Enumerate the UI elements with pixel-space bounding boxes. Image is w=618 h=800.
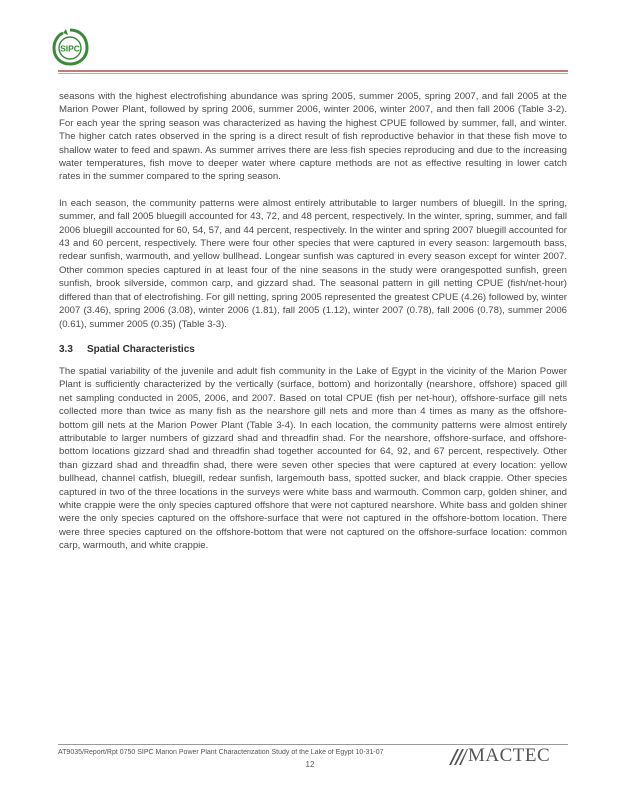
header-rule (58, 70, 568, 72)
mactec-logo (448, 744, 568, 770)
section-number: 3.3 (59, 343, 73, 355)
header-rule-secondary (58, 73, 568, 74)
paragraph-spatial: The spatial variability of the juvenile and adult fish community in the Lake of Egypt in the vicinity of the Marion Power Plant is sufficiently characterized by the vertically (surface, bottom) and horizontally (nearshore, offshore) spaced gill net sampling conducted in 2005, 2006, and 2007. Based on total CPUE (fish per net-hour), offshore-surface gill nets collected more than twice as many fish as the nearshore gill nets and more than 4 times as many as the offshore-bottom gill nets at the Marion Power Plant (Table 3-4). In each location, the community patterns were almost entirely attributable to larger numbers of gizzard shad and threadfin shad. For the nearshore, offshore-surface, and offshore-bottom locations gizzard shad and threadfin shad together accounted for 64, 92, and 67 percent, respectively. Other than gizzard shad and threadfin shad, there were seven other species that were captured at every location: yellow bullhead, channel catfish, bluegill, redear sunfish, largemouth bass, spotted sucker, and black crappie. Other species captured in two of the three locations in the surveys were white bass and warmouth. Common carp, golden shiner, and white crappie were the only species captured offshore that were not captured nearshore. White bass and golden shiner were the only species captured on the offshore-surface that were not captured in the offshore-bottom location. There were three species captured on the offshore-bottom that were not captured on the offshore-surface location: common carp, warmouth, and white crappie. (59, 365, 567, 552)
paragraph-seasonal-community: In each season, the community patterns were almost entirely attributable to larger numbers of bluegill. In the spring, summer, and fall 2005 bluegill accounted for 43, 72, and 48 percent, respectively. In the winter, spring, summer, and fall 2006 bluegill accounted for 60, 54, 57, and 44 percent, respectively. In the winter and spring 2007 bluegill accounted for 43 and 60 percent, respectively. There were four other species that were captured in every season: largemouth bass, redear sunfish, warmouth, and yellow bullhead. Longear sunfish was captured in every season except for winter 2007. Other common species captured in at least four of the nine seasons in the study were orangespotted sunfish, green sunfish, brook silverside, common carp, and gizzard shad. The seasonal pattern in gill netting CPUE (fish/net-hour) differed than that of electrofishing. For gill netting, spring 2005 represented the greatest CPUE (4.26) followed by, winter 2007 (3.46), spring 2006 (3.08), winter 2006 (1.81), fall 2005 (1.12), winter 2007 (0.78), fall 2006 (0.78), summer 2006 (0.61), summer 2005 (0.35) (Table 3-3). (59, 197, 567, 330)
mactec-mark-icon (448, 748, 468, 766)
page-number: 12 (305, 760, 315, 769)
document-body (59, 90, 567, 566)
logo-text: SIPC (60, 43, 80, 54)
section-title: Spatial Characteristics (87, 343, 195, 355)
mactec-wordmark: MACTEC (468, 745, 551, 766)
paragraph-seasonal-electrofishing: seasons with the highest electrofishing abundance was spring 2005, summer 2005, spring 2007, and fall 2005 at the Marion Power Plant, followed by spring 2006, summer 2006, winter 2006, winter 2007, and then fall 2006 (Table 3-2). For each year the spring season was characterized as having the highest CPUE followed by summer, fall, and winter. The higher catch rates observed in the spring is a direct result of fish reproductive behavior in that these fish move to shallow water to feed and spawn. As summer arrives there are less fish species reproducing and due to the increasing water temperatures, fish move to deeper water where capture methods are not as effective resulting in lower catch rates in the summer compared to the spring season. (59, 91, 567, 183)
footer-document-reference: AT9035/Report/Rpt 0750 SIPC Marion Power Plant Characterization Study of the Lake of Egypt 10-31-07 (58, 749, 384, 756)
section-heading (59, 344, 567, 355)
company-logo (50, 27, 90, 67)
sipc-logo-icon (50, 27, 90, 67)
